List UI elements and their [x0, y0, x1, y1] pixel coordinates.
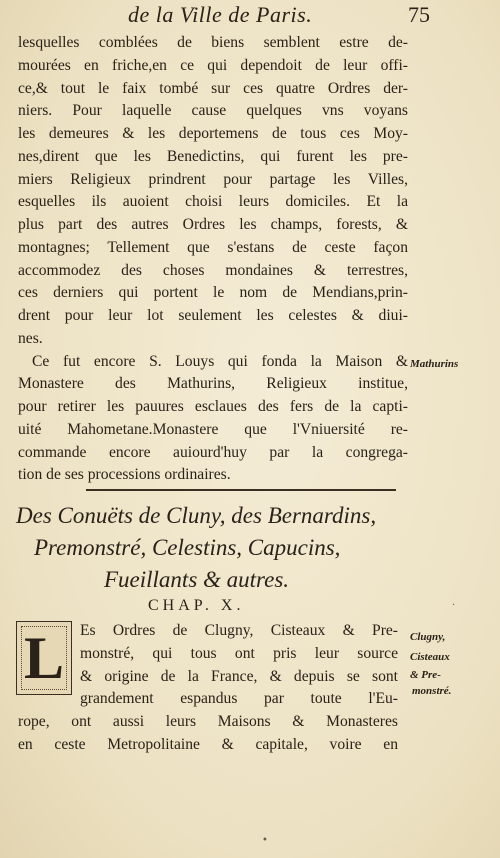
paper-speck: • [262, 835, 268, 846]
chapter-number: CHAP. X. [148, 597, 245, 614]
text-line: montagnes; Tellement que s'estans de ceste façon [18, 238, 408, 256]
margin-note-cisteaux: Cisteaux [410, 651, 450, 663]
text-line: lesquelles comblées de biens semblent estre de- [18, 34, 408, 51]
page-number: 75 [408, 2, 430, 27]
text-line: commande encore auiourd'huy par la congrega- [18, 443, 408, 461]
margin-note-premonstre: & Pre- [410, 669, 441, 681]
margin-note-premonstre: monstré. [412, 685, 452, 697]
margin-note-cluny: Clugny, [410, 631, 446, 643]
text-line: niers. Pour laquelle cause quelques vns voyans [18, 102, 408, 120]
text-line: mourées en friche,en ce qui dependoit de leur offi- [18, 56, 408, 74]
text-line: nes. [18, 329, 43, 347]
chapter-title-line: Des Conuëts de Cluny, des Bernardins, [16, 503, 377, 528]
text-line: ces derniers qui portent le nom de Mendians,prin- [18, 284, 408, 302]
text-line: plus part des autres Ordres les champs, forests, & [18, 216, 408, 233]
text-line: uité Mahometane.Monastere que l'Vniuersité re- [18, 420, 408, 438]
text-line: miers Religieux prindrent pour partage les Villes, [18, 170, 408, 188]
body-text [18, 32, 408, 487]
margin-note-mathurins: Mathurins [410, 358, 459, 370]
chapter-title-line: Premonstré, Celestins, Capucins, [34, 535, 341, 560]
text-line: tion de ses processions ordinaires. [18, 466, 231, 484]
paragraph-start-line: Ce fut encore S. Louys qui fonda la Maison & [32, 352, 408, 370]
section-divider [86, 489, 396, 491]
text-line: ce,& tout le faix tombé sur ces quatre Ordres der- [18, 79, 408, 97]
running-head: de la Ville de Paris. [128, 2, 313, 27]
text-line: monstré, qui tous ont pris leur source [80, 644, 398, 662]
text-line: en ceste Metropolitaine & capitale, voire en [18, 735, 398, 753]
text-line: esquelles ils auoient choisi leurs domiciles. Et la [18, 193, 408, 211]
text-line: nes,dirent que les Benedictins, qui furent les pre- [18, 147, 408, 165]
page-header [0, 2, 500, 28]
text-line: accommodez des choses mondaines & terrestres, [18, 261, 408, 279]
text-line: grandement espandus par toute l'Eu- [80, 690, 398, 708]
decorated-initial: L [16, 621, 72, 695]
text-line: les demeures & les deportemens de tous ces Moy- [18, 125, 408, 142]
text-line: Monastere des Mathurins, Religieux institue, [18, 375, 408, 393]
chapter-text [18, 620, 398, 757]
text-line: & origine de la France, & depuis se sont [80, 667, 398, 685]
paper-speck: · [452, 600, 456, 611]
text-line: pour retirer les pauures esclaues des fers de la capti- [18, 398, 408, 415]
text-line: Es Ordres de Clugny, Cisteaux & Pre- [80, 622, 398, 639]
text-line: rope, ont aussi leurs Maisons & Monasteres [18, 713, 398, 730]
chapter-title-line: Fueillants & autres. [104, 567, 290, 592]
text-line: drent pour leur lot seulement les celestes & diui- [18, 307, 408, 324]
